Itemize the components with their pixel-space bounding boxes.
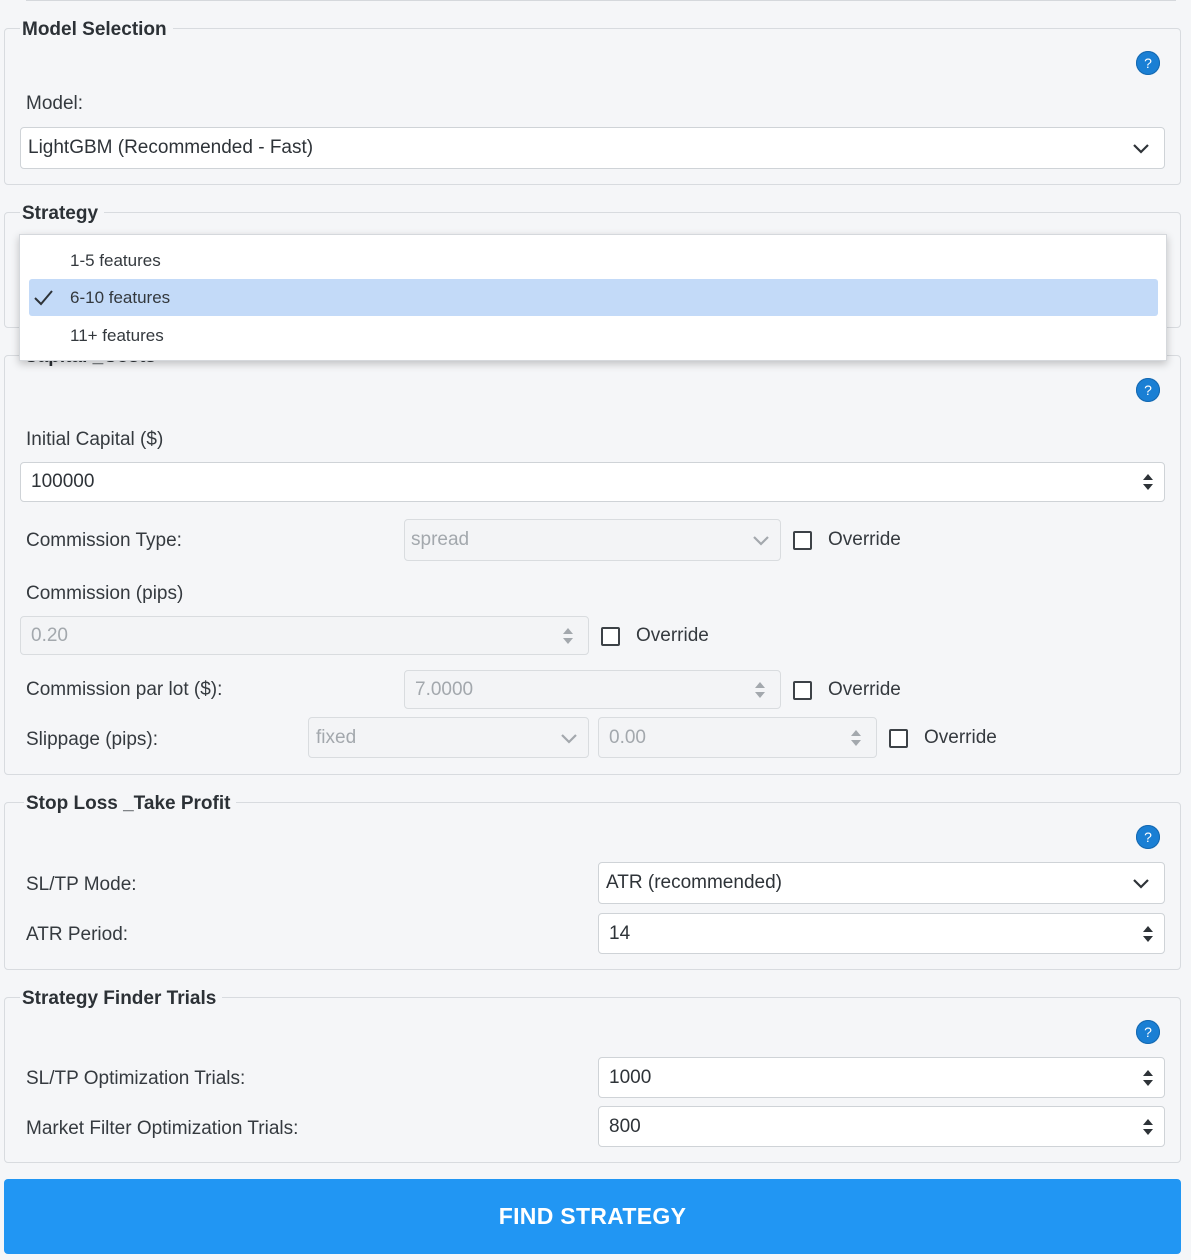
- spinner-icon[interactable]: [560, 623, 576, 649]
- chevron-down-icon: [752, 531, 770, 549]
- sltp-trials-value: 1000: [609, 1066, 652, 1088]
- commission-pips-value: 0.20: [31, 624, 68, 646]
- override-label: Override: [828, 529, 901, 550]
- spinner-icon[interactable]: [1140, 921, 1156, 947]
- spinner-icon[interactable]: [1140, 469, 1156, 495]
- commission-type-select[interactable]: [404, 519, 781, 561]
- finder-help-icon[interactable]: ?: [1136, 1020, 1160, 1044]
- find-strategy-button[interactable]: FIND STRATEGY: [4, 1179, 1181, 1254]
- model-help-icon[interactable]: ?: [1136, 51, 1160, 75]
- chevron-down-icon: [1132, 139, 1150, 157]
- finder-legend: Strategy Finder Trials: [20, 987, 222, 1011]
- slippage-override[interactable]: [889, 726, 997, 750]
- sl-tp-mode-select[interactable]: [598, 862, 1165, 904]
- sltp-trials-label: SL/TP Optimization Trials:: [26, 1068, 246, 1089]
- override-label: Override: [636, 625, 709, 646]
- strategy-option-1-5[interactable]: [29, 242, 1158, 279]
- strategy-dropdown-list: [19, 234, 1167, 361]
- checkbox[interactable]: [793, 681, 812, 700]
- commission-lot-input[interactable]: [404, 670, 781, 709]
- checkbox[interactable]: [601, 627, 620, 646]
- sl-tp-help-icon[interactable]: ?: [1136, 825, 1160, 849]
- option-label: 11+ features: [70, 326, 164, 345]
- slippage-input[interactable]: [598, 717, 877, 758]
- commission-lot-override[interactable]: [793, 678, 901, 702]
- sl-tp-mode-label: SL/TP Mode:: [26, 874, 137, 895]
- commission-type-value: spread: [411, 529, 470, 550]
- commission-pips-input[interactable]: [20, 616, 589, 655]
- initial-capital-label: Initial Capital ($): [26, 429, 164, 450]
- model-label: Model:: [26, 93, 84, 114]
- spinner-icon[interactable]: [1140, 1065, 1156, 1091]
- commission-type-override[interactable]: [793, 528, 901, 552]
- commission-lot-label: Commission par lot ($):: [26, 679, 223, 700]
- atr-period-label: ATR Period:: [26, 924, 129, 945]
- checkbox[interactable]: [793, 531, 812, 550]
- sltp-trials-input[interactable]: [598, 1057, 1165, 1098]
- spinner-icon[interactable]: [752, 677, 768, 703]
- market-filter-trials-label: Market Filter Optimization Trials:: [26, 1118, 299, 1139]
- strategy-option-11-plus[interactable]: [29, 317, 1158, 354]
- slippage-type-select[interactable]: [308, 717, 589, 758]
- atr-period-input[interactable]: [598, 913, 1165, 954]
- commission-lot-value: 7.0000: [415, 678, 474, 700]
- override-label: Override: [828, 679, 901, 700]
- model-select-value: LightGBM (Recommended - Fast): [28, 137, 314, 158]
- top-divider: [26, 0, 1176, 1]
- initial-capital-value: 100000: [31, 471, 95, 492]
- slippage-label: Slippage (pips):: [26, 729, 159, 750]
- override-label: Override: [924, 727, 997, 748]
- check-icon: [33, 289, 53, 306]
- slippage-value: 0.00: [609, 726, 646, 748]
- sl-tp-legend: Stop Loss _Take Profit: [24, 792, 236, 816]
- checkbox[interactable]: [889, 729, 908, 748]
- commission-pips-label: Commission (pips): [26, 583, 184, 604]
- sl-tp-mode-value: ATR (recommended): [606, 872, 782, 893]
- strategy-option-6-10[interactable]: [29, 279, 1158, 316]
- market-filter-trials-input[interactable]: [598, 1106, 1165, 1147]
- initial-capital-input[interactable]: [20, 462, 1165, 502]
- market-filter-trials-value: 800: [609, 1115, 641, 1137]
- commission-pips-override[interactable]: [601, 624, 709, 648]
- strategy-legend: Strategy: [20, 202, 104, 226]
- slippage-type-value: fixed: [316, 726, 357, 748]
- chevron-down-icon: [1132, 874, 1150, 892]
- option-label: 1-5 features: [70, 251, 161, 270]
- model-select[interactable]: [20, 127, 1165, 169]
- spinner-icon[interactable]: [848, 725, 864, 751]
- spinner-icon[interactable]: [1140, 1114, 1156, 1140]
- model-selection-legend: Model Selection: [20, 18, 173, 42]
- capital-help-icon[interactable]: ?: [1136, 378, 1160, 402]
- atr-period-value: 14: [609, 922, 631, 944]
- option-label: 6-10 features: [70, 288, 171, 307]
- commission-type-label: Commission Type:: [26, 530, 182, 551]
- capital-costs-panel: [4, 355, 1181, 775]
- chevron-down-icon: [560, 729, 578, 747]
